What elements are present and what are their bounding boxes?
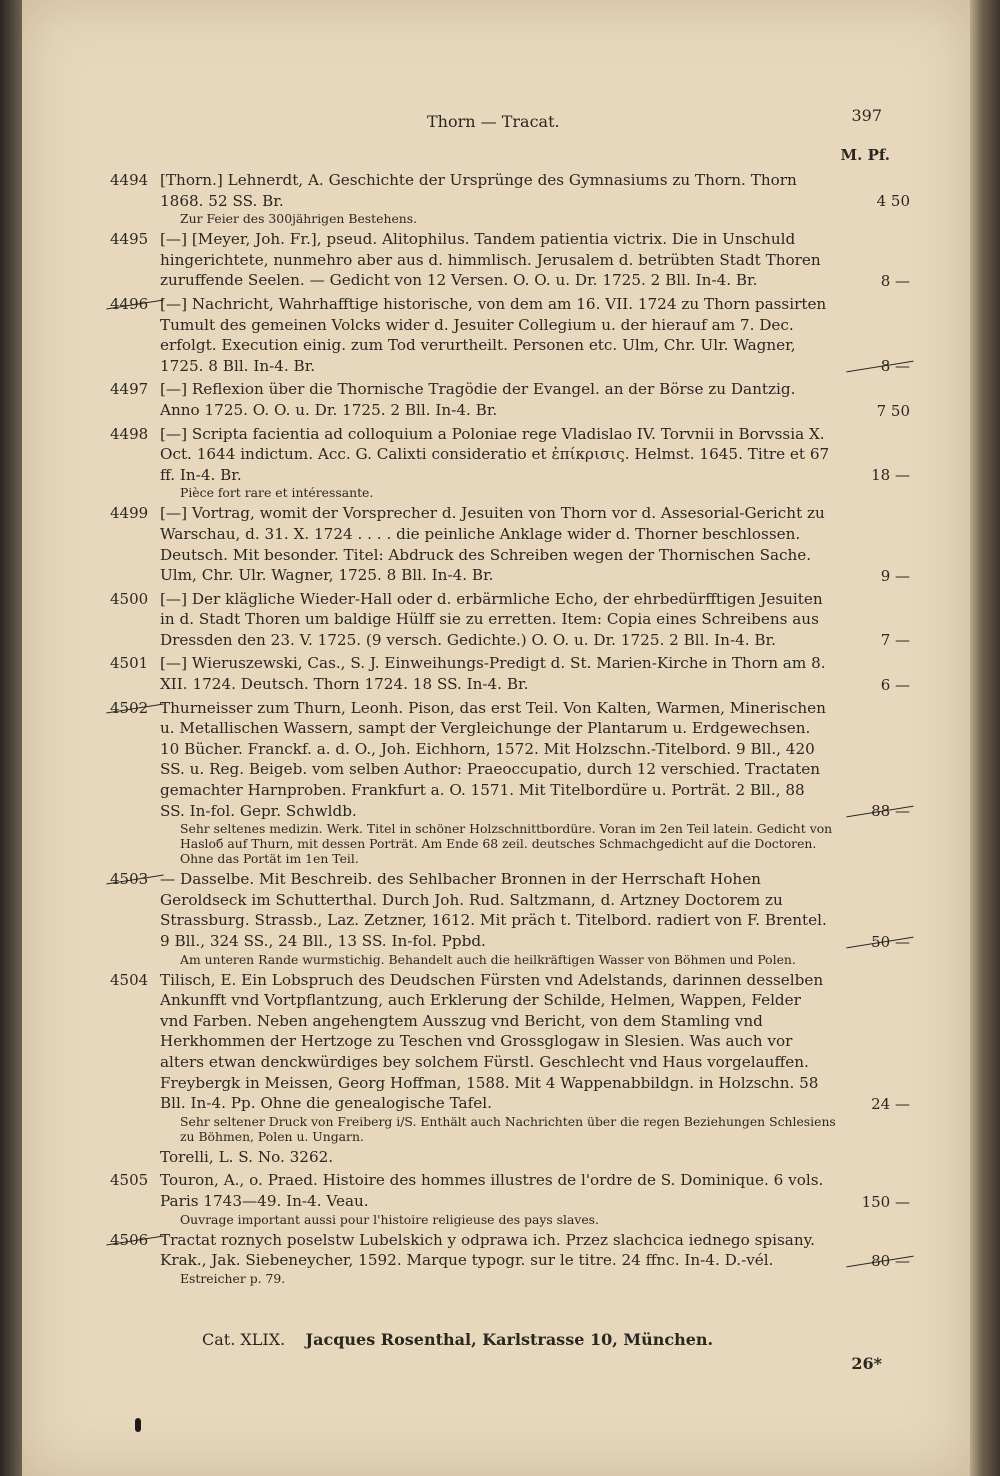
entry-price: 9 — bbox=[880, 566, 910, 585]
page-edge bbox=[970, 0, 1000, 1476]
entry-price: 8 — bbox=[880, 271, 910, 290]
catalog-entry bbox=[110, 653, 910, 694]
entry-row bbox=[110, 294, 910, 376]
entry-row bbox=[110, 229, 910, 291]
entry-number: 4501 bbox=[110, 654, 149, 673]
entry-row bbox=[110, 869, 910, 951]
entry-row bbox=[110, 503, 910, 585]
entry-price: 80 — bbox=[850, 1251, 910, 1271]
entry-number: 4495 bbox=[110, 230, 149, 249]
catalog-entry bbox=[110, 869, 910, 966]
entry-text: [—] [Meyer, Joh. Fr.], pseud. Alitophilus. Tandem patientia victrix. Die in Unschuld hingerichtete, nunmehro aber aus d. himmlisch. Jerusalem d. betrübten Stadt Thoren zuruffende Seelen. — Gedicht von 12 Versen. O. O. u. Dr. 1725. 2 Bll. In-4. Br. bbox=[160, 230, 821, 290]
page-number: 397 bbox=[851, 106, 882, 125]
entry-row bbox=[110, 1230, 910, 1271]
entry-price: 24 — bbox=[871, 1094, 910, 1113]
entry-price: 50 — bbox=[850, 932, 910, 952]
entry-text: [—] Scripta facientia ad colloquium a Poloniae rege Vladislao IV. Torvnii in Borvssia X. Oct. 1644 indictum. Acc. G. Calixti consideratio et ἐπίκρισις. Helmst. 1645. Titre et 67 ff. In-4. Br. bbox=[160, 424, 830, 484]
entry-row bbox=[110, 170, 910, 211]
entry-text: [Thorn.] Lehnerdt, A. Geschichte der Ursprünge des Gymnasiums zu Thorn. Thorn 1868. 52 SS. Br. bbox=[160, 171, 797, 210]
entry-price: 6 — bbox=[880, 675, 910, 694]
entry-number: 4498 bbox=[110, 424, 149, 443]
entry-note: Am unteren Rande wurmstichig. Behandelt auch die heilkräftigen Wasser von Böhmen und Polen. bbox=[180, 951, 796, 967]
entry-number: 4499 bbox=[110, 504, 149, 523]
entry-price: 4 50 bbox=[876, 192, 910, 211]
entry-row bbox=[110, 1170, 910, 1211]
entry-row bbox=[110, 424, 910, 486]
catalog-page bbox=[22, 0, 970, 1476]
entry-note: Estreicher p. 79. bbox=[180, 1270, 286, 1286]
catalog-entry bbox=[110, 589, 910, 651]
entry-number: 4502 bbox=[110, 698, 160, 718]
entry-text: Touron, A., o. Praed. Histoire des hommes illustres de l'ordre de S. Dominique. 6 vols. Paris 1743—49. In-4. Veau. bbox=[160, 1171, 824, 1210]
entry-price: 7 50 bbox=[876, 401, 910, 420]
catalog-entry bbox=[110, 1147, 910, 1168]
entry-number: 4505 bbox=[110, 1171, 149, 1190]
catalog-entry bbox=[110, 970, 910, 1144]
entry-price: 18 — bbox=[871, 466, 910, 485]
catalog-entry bbox=[110, 698, 910, 867]
entry-row bbox=[110, 653, 910, 694]
entry-number: 4506 bbox=[110, 1230, 160, 1250]
entry-note: Sehr seltenes medizin. Werk. Titel in schöner Holzschnittbordüre. Voran im 2en Teil latein. Gedicht von Hasloб auf Thurn, mit dessen Porträt. Am Ende 68 zeil. deutsches Schmachgedicht auf die Doctoren. Ohne das Portät im 1en Teil. bbox=[180, 821, 833, 867]
catalog-entry bbox=[110, 379, 910, 420]
entry-number: 4496 bbox=[110, 294, 160, 314]
entry-text: [—] Wieruszewski, Cas., S. J. Einweihungs-Predigt d. St. Marien-Kirche in Thorn am 8. XII. 1724. Deutsch. Thorn 1724. 18 SS. In-4. Br. bbox=[160, 654, 826, 694]
catalog-entry bbox=[110, 424, 910, 501]
ink-blot bbox=[135, 1418, 141, 1432]
signature-mark: 26* bbox=[851, 1354, 882, 1373]
entry-price: 7 — bbox=[880, 631, 910, 650]
entry-text: Tilisch, E. Ein Lobspruch des Deudschen Fürsten vnd Adelstands, darinnen desselben Ankunfft vnd Vortpflantzung, auch Erklerung der Schilde, Helmen, Wappen, Felder vnd Farben. Neben angehengtem Ausszug vnd Bericht, von dem Stamling vnd Herkhommen der Hertzoge zu Teschen vnd Grossglogaw in Slesien. Was auch vor alters etwan denckwürdiges bey solchem Fürstl. Geschlecht vnd Haus vorgelauffen. Freybergk in Meissen, Georg Hoffman, 1588. Mit 4 Wappenabbildgn. in Holzschn. 58 Bll. In-4. Pp. Ohne die genealogische Tafel. bbox=[160, 970, 824, 1113]
entry-note: Ouvrage important aussi pour l'histoire religieuse des pays slaves. bbox=[180, 1211, 599, 1227]
book-spine bbox=[0, 0, 22, 1476]
running-title: Thorn — Tracat. bbox=[427, 112, 560, 131]
entry-list bbox=[110, 170, 910, 1289]
entry-text: Tractat roznych poselstw Lubelskich y odprawa ich. Przez slachcica iednego spisany. Krak., Jak. Siebeneycher, 1592. Marque typogr. sur le titre. 24 ffnc. In-4. D.-vél. bbox=[160, 1230, 816, 1270]
entry-text: [—] Nachricht, Wahrhafftige historische, von dem am 16. VII. 1724 zu Thorn passirten Tumult des gemeinen Volcks wider d. Jesuiter Collegium u. der hierauf am 7. Dec. erfolgt. Execution einig. zum Tod verurtheilt. Personen etc. Ulm, Chr. Ulr. Wagner, 1725. 8 Bll. In-4. Br. bbox=[160, 294, 827, 375]
entry-row bbox=[110, 1147, 910, 1168]
entry-text: Torelli, L. S. No. 3262. bbox=[160, 1147, 334, 1166]
entry-text: Thurneisser zum Thurn, Leonh. Pison, das erst Teil. Von Kalten, Warmen, Minerischen u. Metallischen Wassern, sampt der Vergleichunge der Plantarum u. Erdgewechsen. 10 Bücher. Franckf. a. d. O., Joh. Eichhorn, 1572. Mit Holzschn.-Titelbord. 9 Bll., 420 SS. u. Reg. Beigeb. vom selben Author: Praeoccupatio, durch 12 verschied. Tractaten gemachter Harnproben. Frankfurt a. O. 1571. Mit Titelbordüre u. Porträt. 2 Bll., 88 SS. In-fol. Gepr. Schwldb. bbox=[160, 698, 826, 820]
entry-row bbox=[110, 970, 910, 1114]
entry-row bbox=[110, 698, 910, 822]
currency-header: M. Pf. bbox=[840, 146, 890, 164]
entry-number: 4500 bbox=[110, 589, 149, 608]
entry-text: [—] Der klägliche Wieder-Hall oder d. erbärmliche Echo, der ehrbedürfftigen Jesuiten in d. Stadt Thoren um baldige Hülff sie zu erretten. Item: Copia eines Schreibens aus Dressden den 23. V. 1725. (9 versch. Gedichte.) O. O. u. Dr. 1725. 2 Bll. In-4. Br. bbox=[160, 589, 823, 649]
entry-note: Zur Feier des 300jährigen Bestehens. bbox=[180, 211, 418, 227]
catalog-entry bbox=[110, 229, 910, 291]
catalog-entry bbox=[110, 503, 910, 585]
entry-note: Sehr seltener Druck von Freiberg i/S. Enthält auch Nachrichten über die regen Beziehungen Schlesiens zu Böhmen, Polen u. Ungarn. bbox=[180, 1113, 836, 1144]
entry-price: 150 — bbox=[861, 1192, 910, 1211]
catalog-number: Cat. XLIX. bbox=[202, 1330, 286, 1349]
entry-text: [—] Reflexion über die Thornische Tragödie der Evangel. an der Börse zu Dantzig. Anno 1725. O. O. u. Dr. 1725. 2 Bll. In-4. Br. bbox=[160, 380, 796, 419]
catalog-entry bbox=[110, 170, 910, 226]
entry-text: — Dasselbe. Mit Beschreib. des Sehlbacher Bronnen in der Herrschaft Hohen Geroldseck im Schutterthal. Durch Joh. Rud. Saltzmann, d. Artzney Doctorem zu Strassburg. Strassb., Laz. Zetzner, 1612. Mit präch t. Titelbord. radiert von F. Brentel. 9 Bll., 324 SS., 24 Bll., 13 SS. In-fol. Ppbd. bbox=[160, 870, 827, 950]
entry-price: 88 — bbox=[850, 801, 910, 821]
entry-number: 4497 bbox=[110, 380, 149, 399]
catalog-entry bbox=[110, 1230, 910, 1286]
catalog-entry bbox=[110, 1170, 910, 1226]
publisher-line: Jacques Rosenthal, Karlstrasse 10, München. bbox=[305, 1330, 714, 1349]
entry-price: 8 — bbox=[850, 356, 910, 376]
entry-row bbox=[110, 589, 910, 651]
entry-number: 4504 bbox=[110, 970, 149, 989]
entry-note: Pièce fort rare et intéressante. bbox=[180, 485, 374, 501]
entry-number: 4494 bbox=[110, 171, 149, 189]
entry-row bbox=[110, 379, 910, 420]
page-footer bbox=[202, 1330, 713, 1349]
entry-number: 4503 bbox=[110, 869, 160, 889]
entry-text: [—] Vortrag, womit der Vorsprecher d. Jesuiten von Thorn vor d. Assesorial-Gericht zu Warschau, d. 31. X. 1724 . . . . die peinliche Anklage wider d. Thorner beschlossen. Deutsch. Mit besonder. Titel: Abdruck des Schreiben wegen der Thornischen Sache. Ulm, Chr. Ulr. Wagner, 1725. 8 Bll. In-4. Br. bbox=[160, 504, 825, 585]
catalog-entry bbox=[110, 294, 910, 376]
